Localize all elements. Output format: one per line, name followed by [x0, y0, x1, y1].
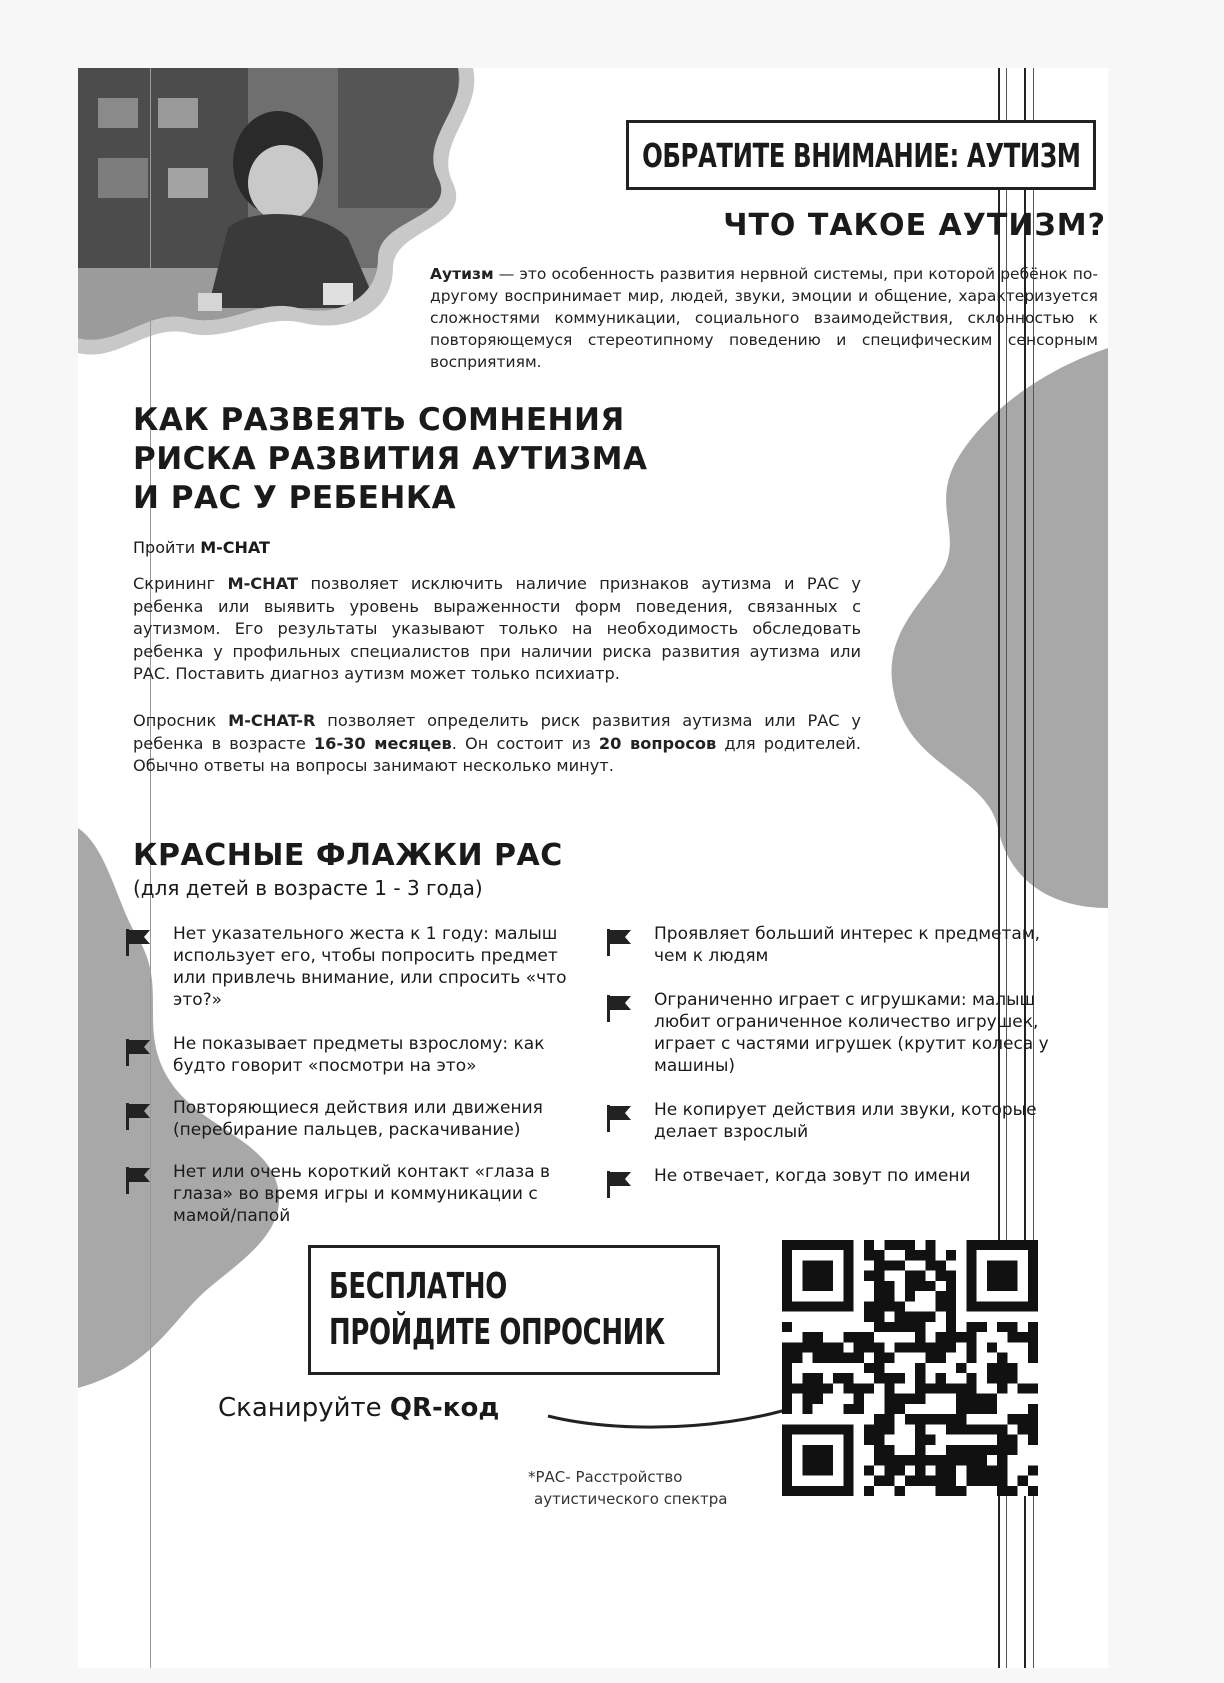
flag-item: Не отвечает, когда зовут по имени — [604, 1165, 1054, 1187]
flag-item: Нет или очень короткий контакт «глаза в глаза» во время игры и коммуникации с мамой/папой — [123, 1161, 573, 1227]
flag-icon — [604, 1103, 634, 1133]
flags-right-column — [604, 923, 1054, 1207]
qr-code-icon[interactable] — [782, 1240, 1038, 1496]
flag-item: Не показывает предметы взрослому: как будто говорит «посмотри на это» — [123, 1033, 573, 1077]
red-flags-subtitle: (для детей в возрасте 1 - 3 года) — [133, 876, 483, 900]
free-survey-banner: БЕСПЛАТНО ПРОЙДИТЕ ОПРОСНИК — [308, 1245, 720, 1375]
attention-title: ОБРАТИТЕ ВНИМАНИЕ: АУТИЗМ — [641, 135, 1081, 175]
flag-item: Не копирует действия или звуки, которые делает взрослый — [604, 1099, 1054, 1143]
scan-qr-text: Сканируйте QR-код — [218, 1393, 500, 1423]
flag-icon — [604, 1169, 634, 1199]
mchat-screening-paragraph: Скрининг M-CHAT позволяет исключить наличие признаков аутизма и РАС у ребенка или выявить уровень выраженности форм поведения, связанных с аутизмом. Его результаты указывают только на необходимость обследовать ребенка у профильных специалистов при наличии риска развития аутизма или РАС. Поставить диагноз аутизм может только психиатр. — [133, 574, 861, 683]
decorative-blob-right — [878, 348, 1108, 908]
mchat-r-paragraph: Опросник M-CHAT-R позволяет определить риск развития аутизма или РАС у ребенка в возрасте 16-30 месяцев. Он состоит из 20 вопросов для родителей. Обычно ответы на вопросы занимают несколько минут. — [133, 711, 862, 775]
pass-mchat: Пройти M-CHAT — [133, 538, 270, 557]
flag-icon — [123, 927, 153, 957]
leaflet-page — [78, 68, 1108, 1668]
flag-icon — [604, 993, 634, 1023]
flag-icon — [123, 1037, 153, 1067]
flag-item: Ограниченно играет с игрушками: малыш любит ограниченное количество игрушек, играет с частями игрушек (крутит колеса у машины) — [604, 989, 1054, 1077]
flag-item: Нет указательного жеста к 1 году: малыш использует его, чтобы попросить предмет или привлечь внимание, или спросить «что это?» — [123, 923, 573, 1011]
doubt-heading: КАК РАЗВЕЯТЬ СОМНЕНИЯ РИСКА РАЗВИТИЯ АУТИЗМА И РАС У РЕБЕНКА — [133, 402, 648, 516]
what-is-autism-title: ЧТО ТАКОЕ АУТИЗМ? — [723, 208, 1106, 243]
flags-left-column — [123, 923, 573, 1247]
flag-icon — [123, 1101, 153, 1131]
flag-item: Проявляет больший интерес к предметам, чем к людям — [604, 923, 1054, 967]
flag-icon — [123, 1165, 153, 1195]
autism-definition: Аутизм — это особенность развития нервной системы, при которой ребёнок по-другому воспринимает мир, людей, звуки, эмоции и общение, характеризуется сложностями коммуникации, социального взаимодействия, склонностью к повторяющемуся стереотипному поведению и специфическим сенсорным восприятиям. — [430, 265, 1098, 371]
flag-icon — [604, 927, 634, 957]
attention-banner — [626, 120, 1096, 190]
red-flags-heading: КРАСНЫЕ ФЛАЖКИ РАС — [133, 838, 563, 873]
footnote: *РАС- Расстройство аутистического спектра — [528, 1468, 728, 1508]
flag-item: Повторяющиеся действия или движения (перебирание пальцев, раскачивание) — [123, 1097, 573, 1141]
